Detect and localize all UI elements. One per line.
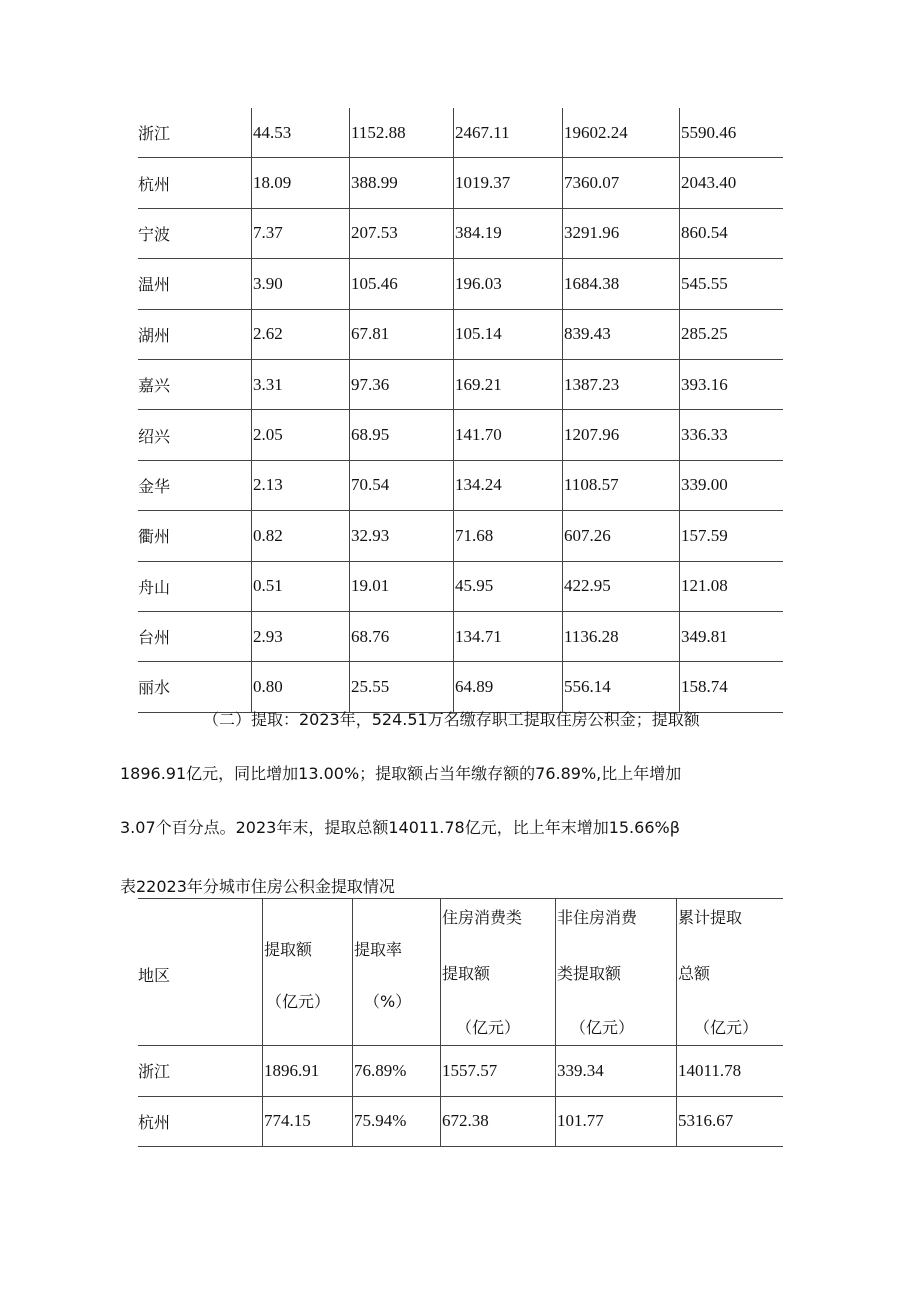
value-cell: 422.95: [564, 576, 611, 596]
paragraph-line-1: （二）提取：2023年，524.51万名缴存职工提取住房公积金；提取额: [203, 710, 700, 729]
header-rate-line-1: 提取率: [354, 940, 403, 959]
value-cell: 101.77: [557, 1111, 604, 1131]
table-1-row: [138, 108, 783, 158]
header-amount-line-2: （亿元）: [266, 992, 331, 1011]
header-rate-line-2: （%）: [364, 992, 412, 1011]
value-cell: 5316.67: [678, 1111, 734, 1131]
table-1-row: [138, 562, 783, 612]
value-cell: 545.55: [681, 273, 728, 293]
table-1-continued: [138, 108, 783, 713]
value-cell: 1896.91: [264, 1060, 320, 1080]
value-cell: 1387.23: [564, 374, 620, 394]
region-cell: 浙江: [138, 1062, 171, 1082]
value-cell: 76.89%: [354, 1060, 407, 1080]
value-cell: 158.74: [681, 676, 728, 696]
value-cell: 196.03: [455, 273, 502, 293]
value-cell: 2467.11: [455, 122, 510, 142]
region-cell: 绍兴: [138, 426, 171, 446]
region-cell: 舟山: [138, 577, 171, 597]
header-housing-line-1: 住房消费类: [442, 908, 523, 927]
value-cell: 19602.24: [564, 122, 628, 142]
region-cell: 嘉兴: [138, 376, 171, 396]
region-cell: 浙江: [138, 124, 171, 144]
header-nonhousing-line-2: 类提取额: [557, 964, 622, 983]
value-cell: 339.00: [681, 475, 728, 495]
value-cell: 607.26: [564, 525, 611, 545]
value-cell: 1152.88: [351, 122, 406, 142]
value-cell: 2.62: [253, 324, 283, 344]
value-cell: 3291.96: [564, 223, 620, 243]
value-cell: 556.14: [564, 676, 611, 696]
table-2: [138, 898, 783, 1147]
value-cell: 1136.28: [564, 626, 619, 646]
value-cell: 1207.96: [564, 425, 620, 445]
region-cell: 宁波: [138, 224, 171, 244]
value-cell: 2.05: [253, 425, 283, 445]
value-cell: 774.15: [264, 1111, 311, 1131]
value-cell: 105.14: [455, 324, 502, 344]
value-cell: 157.59: [681, 525, 728, 545]
region-cell: 杭州: [138, 174, 171, 194]
value-cell: 45.95: [455, 576, 494, 596]
value-cell: 3.31: [253, 374, 283, 394]
value-cell: 75.94%: [354, 1111, 407, 1131]
value-cell: 44.53: [253, 122, 292, 142]
region-cell: 杭州: [138, 1112, 171, 1132]
value-cell: 860.54: [681, 223, 728, 243]
header-region: 地区: [138, 966, 171, 985]
header-cumulative-line-2: 总额: [678, 964, 711, 983]
value-cell: 71.68: [455, 525, 494, 545]
value-cell: 285.25: [681, 324, 728, 344]
value-cell: 0.82: [253, 525, 283, 545]
region-cell: 金华: [138, 476, 171, 496]
value-cell: 18.09: [253, 173, 292, 193]
value-cell: 121.08: [681, 576, 728, 596]
table-1-row: [138, 360, 783, 410]
value-cell: 3.90: [253, 273, 283, 293]
value-cell: 1557.57: [442, 1060, 498, 1080]
value-cell: 7.37: [253, 223, 283, 243]
table-2-row: [138, 1046, 783, 1097]
value-cell: 2043.40: [681, 173, 737, 193]
table-2-header: [138, 899, 783, 1046]
region-cell: 丽水: [138, 678, 171, 698]
value-cell: 384.19: [455, 223, 502, 243]
value-cell: 70.54: [351, 475, 390, 495]
value-cell: 64.89: [455, 676, 494, 696]
header-cumulative-line-1: 累计提取: [678, 908, 743, 927]
value-cell: 25.55: [351, 676, 390, 696]
value-cell: 2.13: [253, 475, 283, 495]
table-1-row: [138, 511, 783, 561]
region-cell: 台州: [138, 628, 171, 648]
value-cell: 349.81: [681, 626, 728, 646]
value-cell: 339.34: [557, 1060, 604, 1080]
table-1-row: [138, 158, 783, 208]
header-cumulative-line-3: （亿元）: [694, 1018, 759, 1037]
value-cell: 68.95: [351, 425, 390, 445]
value-cell: 7360.07: [564, 173, 620, 193]
value-cell: 5590.46: [681, 122, 737, 142]
value-cell: 141.70: [455, 425, 502, 445]
value-cell: 0.51: [253, 576, 283, 596]
table-1-row: [138, 662, 783, 712]
header-nonhousing-line-1: 非住房消费: [557, 908, 638, 927]
value-cell: 1684.38: [564, 273, 620, 293]
value-cell: 0.80: [253, 676, 283, 696]
region-cell: 衢州: [138, 527, 171, 547]
value-cell: 97.36: [351, 374, 390, 394]
value-cell: 393.16: [681, 374, 728, 394]
value-cell: 169.21: [455, 374, 502, 394]
table-2-row: [138, 1097, 783, 1148]
paragraph-line-3: 3.07个百分点。2023年末，提取总额14011.78亿元，比上年末增加15.66%β: [120, 818, 680, 837]
value-cell: 336.33: [681, 425, 728, 445]
table-2-body: [138, 1046, 783, 1147]
value-cell: 1108.57: [564, 475, 619, 495]
value-cell: 839.43: [564, 324, 611, 344]
table-1-row: [138, 310, 783, 360]
table-2-title: 表22023年分城市住房公积金提取情况: [120, 877, 395, 896]
table-1-row: [138, 461, 783, 511]
value-cell: 207.53: [351, 223, 398, 243]
value-cell: 14011.78: [678, 1060, 742, 1080]
value-cell: 32.93: [351, 525, 390, 545]
value-cell: 1019.37: [455, 173, 511, 193]
value-cell: 19.01: [351, 576, 390, 596]
table-1-row: [138, 209, 783, 259]
table-1-row: [138, 259, 783, 309]
header-amount-line-1: 提取额: [264, 940, 313, 959]
value-cell: 134.71: [455, 626, 502, 646]
value-cell: 388.99: [351, 173, 398, 193]
region-cell: 湖州: [138, 325, 171, 345]
value-cell: 672.38: [442, 1111, 489, 1131]
header-housing-line-3: （亿元）: [456, 1018, 521, 1037]
header-housing-line-2: 提取额: [442, 964, 491, 983]
table-1-row: [138, 612, 783, 662]
value-cell: 105.46: [351, 273, 398, 293]
value-cell: 68.76: [351, 626, 390, 646]
header-nonhousing-line-3: （亿元）: [570, 1018, 635, 1037]
table-1-row: [138, 410, 783, 460]
value-cell: 2.93: [253, 626, 283, 646]
value-cell: 67.81: [351, 324, 390, 344]
value-cell: 134.24: [455, 475, 502, 495]
paragraph-line-2: 1896.91亿元，同比增加13.00%；提取额占当年缴存额的76.89%,比上年增加: [120, 764, 682, 783]
region-cell: 温州: [138, 275, 171, 295]
